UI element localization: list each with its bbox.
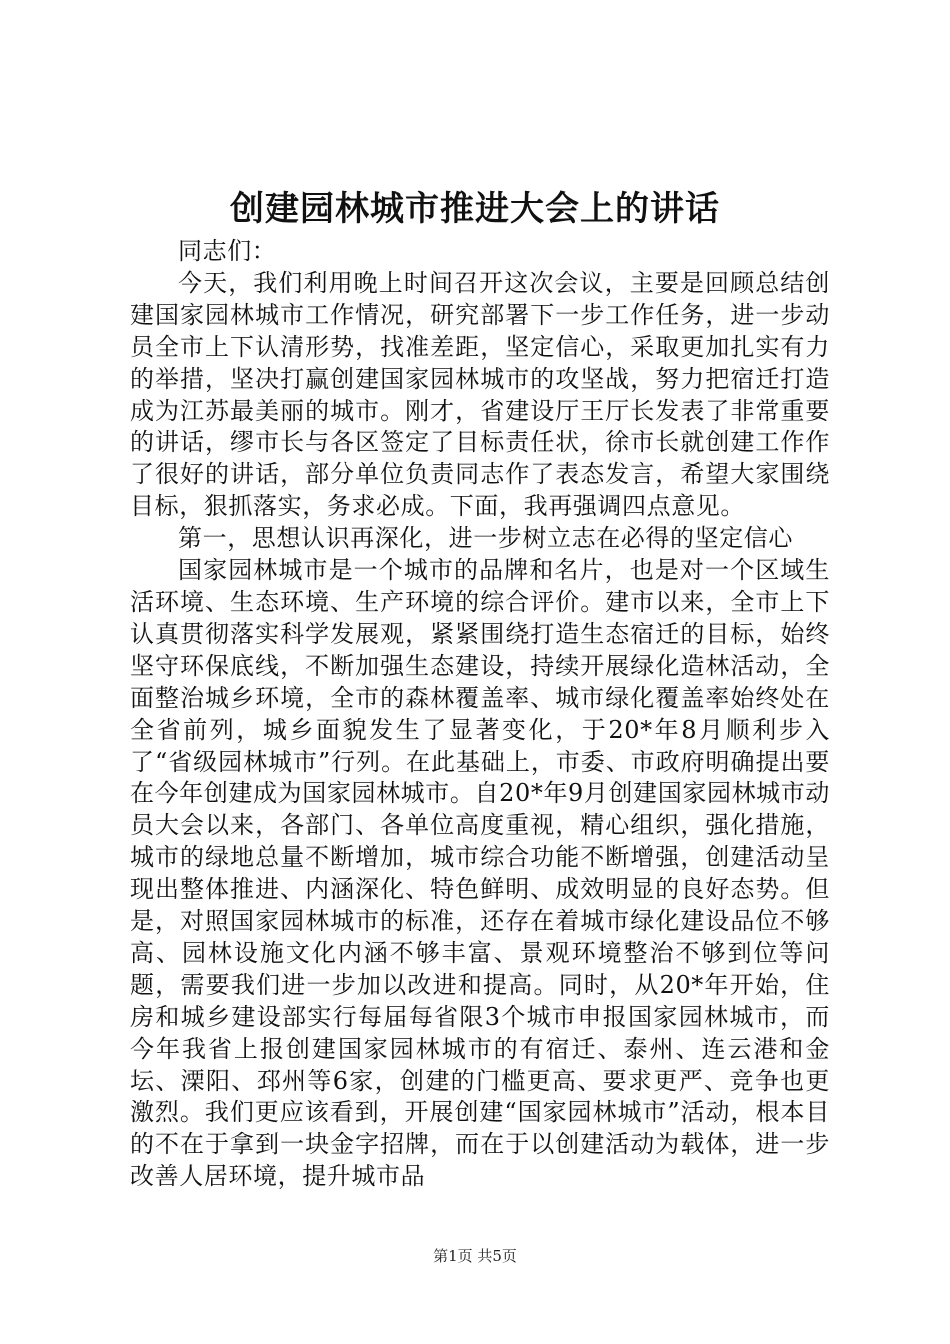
paragraph-body: 国家园林城市是一个城市的品牌和名片，也是对一个区域生活环境、生态环境、生产环境的综合评价。建市以来，全市上下认真贯彻落实科学发展观，紧紧围绕打造生态宿迁的目标，始终坚守环保底线，不断加强生态建设，持续开展绿化造林活动，全面整治城乡环境，全市的森林覆盖率、城市绿化覆盖率始终处在全省前列，城乡面貌发生了显著变化，于20*年8月顺利步入了“省级园林城市”行列。在此基础上，市委、市政府明确提出要在今年创建成为国家园林城市。自20*年9月创建国家园林城市动员大会以来，各部门、各单位高度重视，精心组织，强化措施，城市的绿地总量不断增加，城市综合功能不断增强，创建活动呈现出整体推进、内涵深化、特色鲜明、成效明显的良好态势。但是，对照国家园林城市的标准，还存在着城市绿化建设品位不够高、园林设施文化内涵不够丰富、景观环境整治不够到位等问题，需要我们进一步加以改进和提高。同时，从20*年开始，住房和城乡建设部实行每届每省限3个城市申报国家园林城市，而今年我省上报创建国家园林城市的有宿迁、泰州、连云港和金坛、溧阳、邳州等6家，创建的门槛更高、要求更严、竞争也更激烈。我们更应该看到，开展创建“国家园林城市”活动，根本目的不在于拿到一块金字招牌，而在于以创建活动为载体，进一步改善人居环境，提升城市品: [130, 556, 830, 1191]
document-title: 创建园林城市推进大会上的讲话: [230, 189, 720, 229]
paragraph-intro: 今天，我们利用晚上时间召开这次会议，主要是回顾总结创建国家园林城市工作情况，研究部署下一步工作任务，进一步动员全市上下认清形势，找准差距，坚定信心，采取更加扎实有力的举措，坚决打赢创建国家园林城市的攻坚战，努力把宿迁打造成为江苏最美丽的城市。刚才，省建设厅王厅长发表了非常重要的讲话，缪市长与各区签定了目标责任状，徐市长就创建工作作了很好的讲话，部分单位负责同志作了表态发言，希望大家围绕目标，狠抓落实，务求必成。下面，我再强调四点意见。: [130, 268, 830, 521]
section-heading-first: 第一，思想认识再深化，进一步树立志在必得的坚定信心: [178, 524, 793, 553]
document-body: [130, 236, 830, 1193]
page-footer: 第1页 共5页: [433, 1247, 517, 1265]
salutation: 同志们：: [178, 237, 277, 265]
